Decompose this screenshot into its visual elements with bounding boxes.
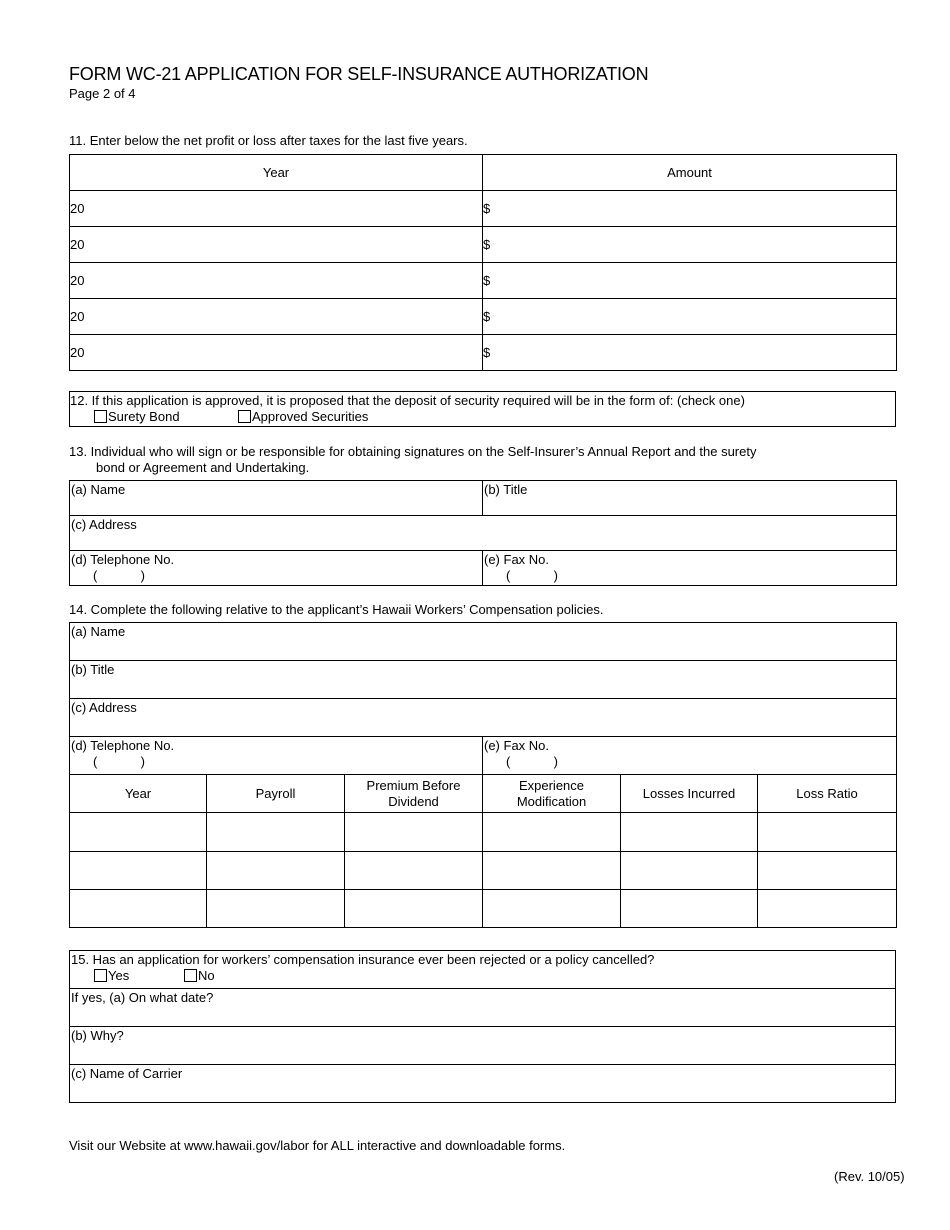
q13-address-field[interactable]: [70, 516, 897, 551]
q15-carrier-field[interactable]: [70, 1065, 896, 1103]
col-amount-header: Amount: [483, 155, 897, 191]
amount-cell[interactable]: $: [483, 335, 897, 371]
q12-box: [69, 391, 896, 427]
loss-ratio-cell[interactable]: [758, 813, 897, 852]
approved-securities-label: Approved Securities: [252, 409, 369, 424]
fax-area-code: ( ): [506, 754, 558, 769]
year-cell[interactable]: 20: [70, 191, 483, 227]
checkbox-approved-securities[interactable]: [238, 410, 251, 423]
option-approved-securities[interactable]: [238, 409, 368, 425]
premium-cell[interactable]: [345, 852, 483, 890]
premium-cell[interactable]: [345, 813, 483, 852]
q14-prompt: 14. Complete the following relative to the applicant’s Hawaii Workers’ Compensation policies.: [69, 602, 604, 617]
footer-website-note: Visit our Website at www.hawaii.gov/labor for ALL interactive and downloadable forms.: [69, 1138, 566, 1153]
table-row: [70, 263, 897, 299]
table-row: [70, 227, 897, 263]
date-label: If yes, (a) On what date?: [71, 990, 214, 1005]
fax-label: (e) Fax No.: [484, 738, 550, 753]
payroll-cell[interactable]: [207, 852, 345, 890]
year-cell[interactable]: 20: [70, 263, 483, 299]
q13-title-field[interactable]: [483, 481, 897, 516]
form-title: FORM WC-21 APPLICATION FOR SELF-INSURANCE AUTHORIZATION: [69, 64, 649, 84]
year-cell[interactable]: [70, 890, 207, 928]
address-label: (c) Address: [71, 517, 137, 532]
checkbox-no[interactable]: [184, 969, 197, 982]
q13-table: [69, 480, 897, 586]
col-year-header: Year: [70, 155, 483, 191]
table-row: [70, 335, 897, 371]
experience-cell[interactable]: [483, 813, 621, 852]
amount-cell[interactable]: $: [483, 263, 897, 299]
year-cell[interactable]: 20: [70, 335, 483, 371]
col-premium-header: Premium Before Dividend: [345, 775, 483, 813]
premium-cell[interactable]: [345, 890, 483, 928]
option-surety-bond[interactable]: [94, 409, 180, 425]
why-label: (b) Why?: [71, 1028, 124, 1043]
q14-title-field[interactable]: [70, 661, 897, 699]
year-cell[interactable]: [70, 813, 207, 852]
q14-fax-field[interactable]: [483, 737, 897, 775]
q15-date-field[interactable]: [70, 989, 896, 1027]
col-payroll-header: Payroll: [207, 775, 345, 813]
amount-cell[interactable]: $: [483, 191, 897, 227]
table-row: [70, 813, 897, 852]
col-loss-ratio-header: Loss Ratio: [758, 775, 897, 813]
col-losses-header: Losses Incurred: [621, 775, 758, 813]
experience-cell[interactable]: [483, 852, 621, 890]
no-label: No: [198, 968, 215, 983]
loss-ratio-cell[interactable]: [758, 852, 897, 890]
payroll-cell[interactable]: [207, 813, 345, 852]
surety-bond-label: Surety Bond: [108, 409, 180, 424]
option-yes[interactable]: [94, 968, 129, 984]
telephone-label: (d) Telephone No.: [71, 738, 175, 753]
loss-ratio-cell[interactable]: [758, 890, 897, 928]
col-year-header: Year: [70, 775, 207, 813]
amount-cell[interactable]: $: [483, 299, 897, 335]
q11-profit-table: [69, 154, 897, 371]
q13-prompt-line2: bond or Agreement and Undertaking.: [96, 460, 310, 475]
losses-cell[interactable]: [621, 852, 758, 890]
payroll-cell[interactable]: [207, 890, 345, 928]
checkbox-surety-bond[interactable]: [94, 410, 107, 423]
table-row: [70, 890, 897, 928]
revision-date: (Rev. 10/05): [834, 1169, 905, 1184]
q13-fax-field[interactable]: [483, 551, 897, 586]
q14-address-field[interactable]: [70, 699, 897, 737]
option-no[interactable]: [184, 968, 215, 984]
table-header-row: [70, 155, 897, 191]
telephone-area-code: ( ): [93, 568, 145, 583]
fax-label: (e) Fax No.: [484, 552, 550, 567]
name-label: (a) Name: [71, 482, 126, 497]
q13-name-field[interactable]: [70, 481, 483, 516]
table-row: [70, 191, 897, 227]
checkbox-yes[interactable]: [94, 969, 107, 982]
table-row: [70, 852, 897, 890]
q14-table: [69, 622, 897, 928]
losses-cell[interactable]: [621, 813, 758, 852]
q15-question-cell: [70, 951, 896, 989]
address-label: (c) Address: [71, 700, 137, 715]
q11-prompt: 11. Enter below the net profit or loss after taxes for the last five years.: [69, 133, 468, 148]
losses-cell[interactable]: [621, 890, 758, 928]
q12-prompt: 12. If this application is approved, it is proposed that the deposit of security required will be in the form of: (check one): [70, 393, 745, 408]
name-label: (a) Name: [71, 624, 126, 639]
q13-telephone-field[interactable]: [70, 551, 483, 586]
q15-prompt: 15. Has an application for workers’ compensation insurance ever been rejected or a policy cancelled?: [71, 952, 655, 967]
carrier-label: (c) Name of Carrier: [71, 1066, 183, 1081]
year-cell[interactable]: [70, 852, 207, 890]
q14-telephone-field[interactable]: [70, 737, 483, 775]
telephone-area-code: ( ): [93, 754, 145, 769]
col-experience-header: Experience Modification: [483, 775, 621, 813]
table-row: [70, 299, 897, 335]
page-number: Page 2 of 4: [69, 86, 136, 101]
year-cell[interactable]: 20: [70, 299, 483, 335]
title-label: (b) Title: [71, 662, 115, 677]
telephone-label: (d) Telephone No.: [71, 552, 175, 567]
table-header-row: [70, 775, 897, 813]
yes-label: Yes: [108, 968, 130, 983]
year-cell[interactable]: 20: [70, 227, 483, 263]
title-label: (b) Title: [484, 482, 528, 497]
amount-cell[interactable]: $: [483, 227, 897, 263]
q15-table: [69, 950, 896, 1103]
experience-cell[interactable]: [483, 890, 621, 928]
fax-area-code: ( ): [506, 568, 558, 583]
q14-name-field[interactable]: [70, 623, 897, 661]
q13-prompt-line1: 13. Individual who will sign or be responsible for obtaining signatures on the Self-Insurer’s Annual Report and the surety: [69, 444, 757, 459]
q15-why-field[interactable]: [70, 1027, 896, 1065]
